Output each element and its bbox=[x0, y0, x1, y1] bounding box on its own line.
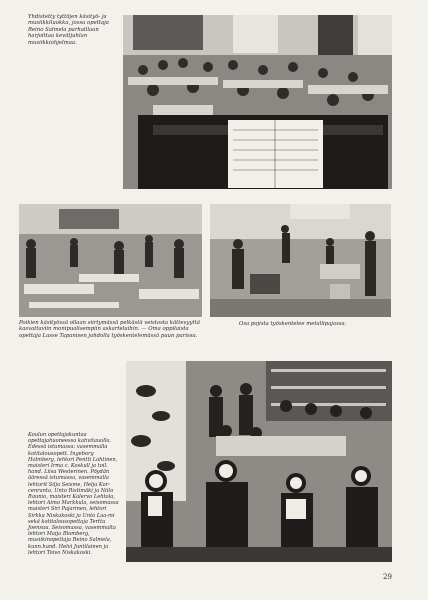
photo-music-classroom bbox=[123, 15, 392, 189]
caption-metal-workshop: Osa pojista työskentelee metallipajassa. bbox=[239, 321, 347, 327]
photo-metal-workshop bbox=[210, 204, 391, 317]
page-number: 29 bbox=[383, 573, 392, 581]
photo-woodwork-class bbox=[19, 204, 202, 317]
caption-music-classroom: Yhdistetty tyttöjen käsityö- ja musiikkiluokka, jossa opettaja Reino Salmela parhaillaan harjoittaa kevätjuhlan musiikkiohjelmaa. bbox=[28, 14, 109, 46]
photo-teachers-coffee-break bbox=[126, 361, 392, 562]
caption-teachers-coffee-break: Koulun opettajakuntaa opettajahuoneessa kahvitauolla. Edessä istumassa: vasemmalla kotitalousopett. Ingeborg Holmberg, lehtori Pentti Lahtinen, maisteri Irma c. Koskull ja toil. hand. Liisa Westerinen. Pöydän ääressä istumassa, vasemmalla lehtorit Siljа Seisme, Helja Kor-cenranta, Unto Ristimäki ja Niilo Raunio, maisteri Kalervo Lehtola, lehtori Aimo Markkula, seisomassa maisteri Siri Pajarinen, lehtori Sirkka Niskakoski ja Unto Laa-mi sekä kotitalousopettaja Terttu Joensuu. Seisomassa, vasemmalta lehtori Maija Blomberg, musiikinopettaja Reino Salmela, kunn.hand. Helvi Juntilainen ja lehtori Toivo Niskakoski. bbox=[28, 432, 119, 556]
caption-woodwork-class: Poikien käsityössä ollaan siirtymässä pelkästä veistosta kättevyyttä kasvattaviin monipuolisempiin askarteluihin. — Oma oppilaista opettaja Lasse Tapanisen johdolla työskentelemässä puun parissa. bbox=[19, 320, 200, 339]
